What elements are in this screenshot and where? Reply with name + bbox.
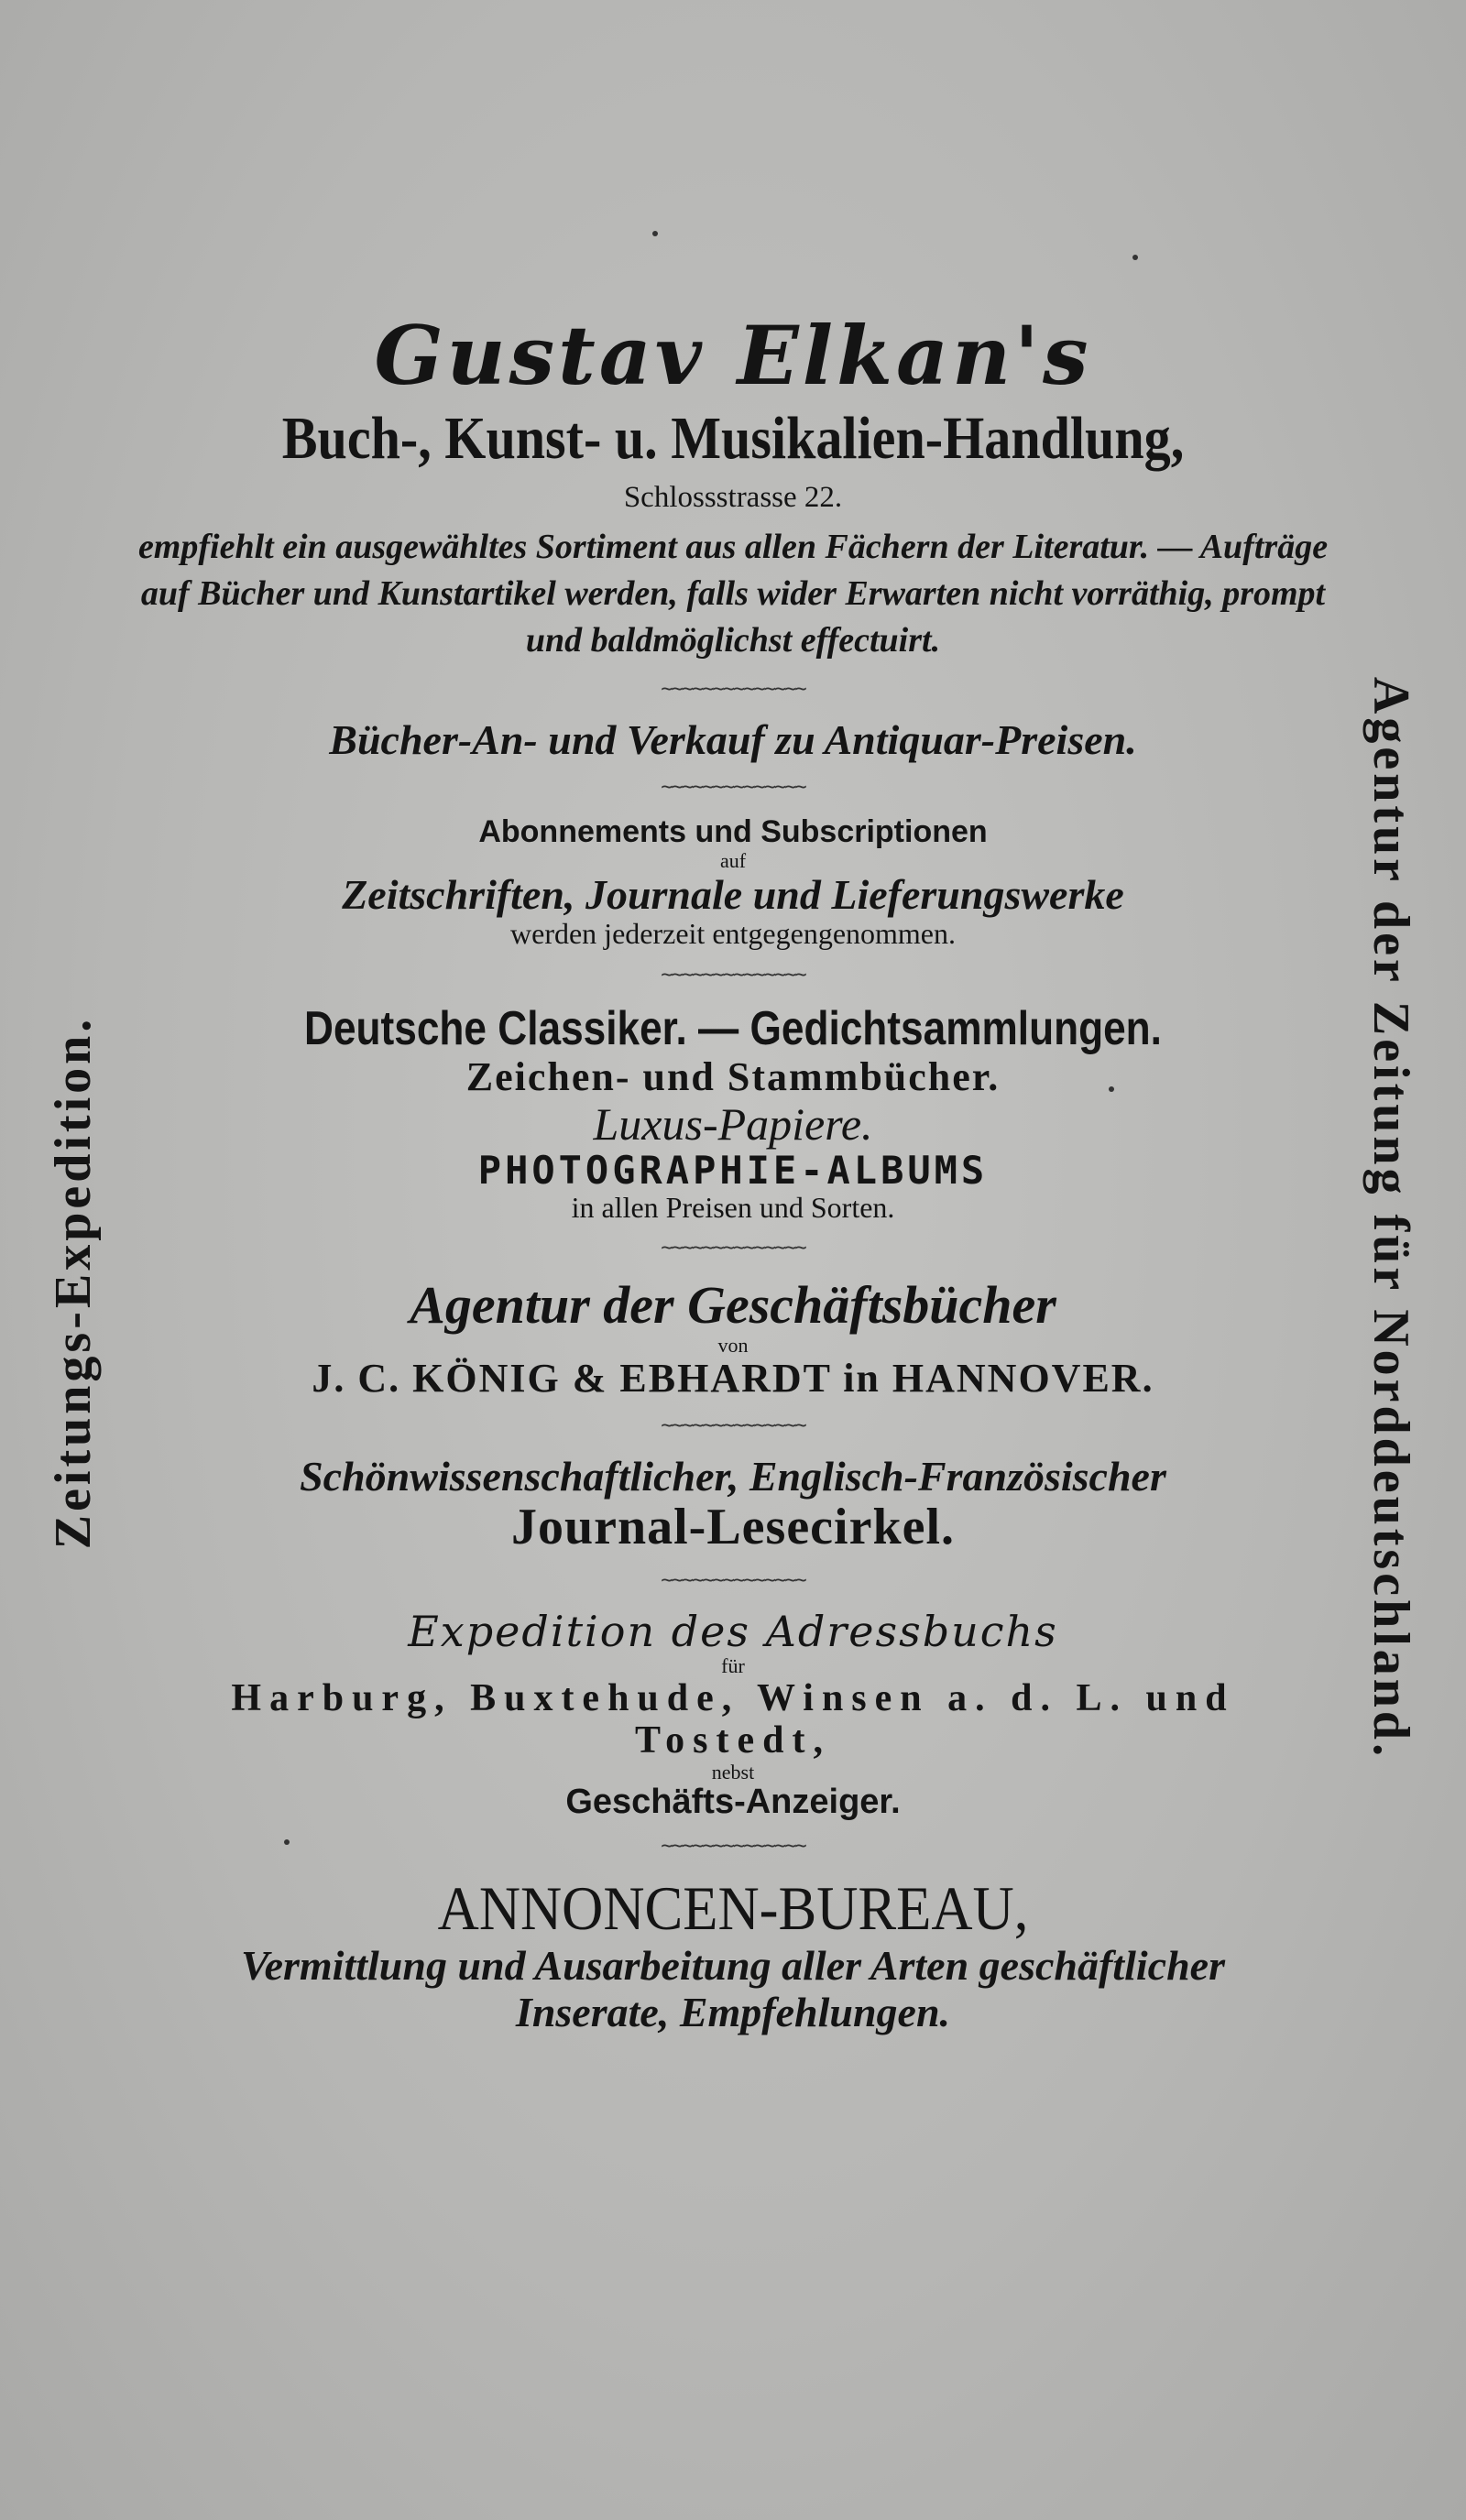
zeichen-line: Zeichen- und Stammbücher.	[465, 1053, 1001, 1099]
adressbuch-heading: Expedition des Adressbuchs	[408, 1607, 1058, 1657]
divider: ~~~~~~~~~~~~~~	[661, 1569, 805, 1593]
bureau-title: ANNONCEN-BUREAU,	[437, 1873, 1029, 1944]
divider: ~~~~~~~~~~~~~~	[661, 963, 805, 987]
agentur-company: J. C. KÖNIG & EBHARDT in HANNOVER.	[312, 1356, 1154, 1402]
shop-subtitle: Buch-, Kunst- u. Musikalien-Handlung,	[281, 404, 1185, 472]
adressbuch-tostedt: Tostedt,	[635, 1719, 831, 1762]
luxus-line: Luxus-Papiere.	[593, 1098, 873, 1151]
ink-speck	[652, 231, 658, 236]
agentur-von: von	[717, 1334, 749, 1358]
photo-albums-line: PHOTOGRAPHIE-ALBUMS	[477, 1148, 989, 1194]
bureau-line2: Inserate, Empfehlungen.	[515, 1988, 951, 2035]
divider: ~~~~~~~~~~~~~~	[661, 1237, 805, 1260]
antiquar-line: Bücher-An- und Verkauf zu Antiquar-Preisen.	[329, 715, 1137, 763]
lesecirkel-title: Journal-Lesecirkel.	[510, 1499, 956, 1556]
abonnements-note: werden jederzeit entgegengenommen.	[510, 917, 956, 951]
adressbuch-fuer: für	[721, 1653, 745, 1677]
shop-name: Gustav Elkan's	[374, 308, 1092, 403]
side-text-left: Zeitungs-Expedition.	[45, 1015, 102, 1550]
abonnements-heading: Abonnements und Subscriptionen	[478, 814, 988, 850]
abonnements-auf: auf	[719, 848, 747, 872]
divider: ~~~~~~~~~~~~~~	[661, 1413, 805, 1437]
classiker-line: Deutsche Classiker. — Gedichtsammlungen.	[304, 1001, 1162, 1055]
photo-albums-note: in allen Preisen und Sorten.	[571, 1191, 895, 1225]
shop-address: Schlossstrasse 22.	[623, 481, 843, 515]
bureau-line1: Vermittlung und Ausarbeitung aller Arten geschäftlicher	[241, 1941, 1225, 1989]
side-text-right: Agentur der Zeitung für Norddeutschland.	[1362, 676, 1419, 1761]
divider: ~~~~~~~~~~~~~~	[661, 677, 805, 701]
abonnements-items: Zeitschriften, Journale und Lieferungswerke	[342, 870, 1124, 918]
lesecirkel-heading: Schönwissenschaftlicher, Englisch-Französischer	[300, 1452, 1166, 1500]
agentur-heading: Agentur der Geschäftsbücher	[410, 1275, 1056, 1336]
divider: ~~~~~~~~~~~~~~	[661, 776, 805, 800]
divider: ~~~~~~~~~~~~~~	[661, 1835, 805, 1859]
adressbuch-places: Harburg, Buxtehude, Winsen a. d. L. und	[231, 1676, 1235, 1719]
shop-intro: empfiehlt ein ausgewähltes Sortiment aus allen Fächern der Literatur. — Aufträge auf Bücher und Kunstartikel werden, falls wider Erwarten nicht vorräthig, prompt und baldmöglichst effectuirt.	[137, 527, 1329, 660]
ink-speck	[1132, 255, 1138, 260]
adressbuch-nebst: nebst	[711, 1761, 755, 1784]
adressbuch-anzeiger: Geschäfts-Anzeiger.	[565, 1783, 901, 1822]
ad-body	[110, 308, 1356, 2035]
